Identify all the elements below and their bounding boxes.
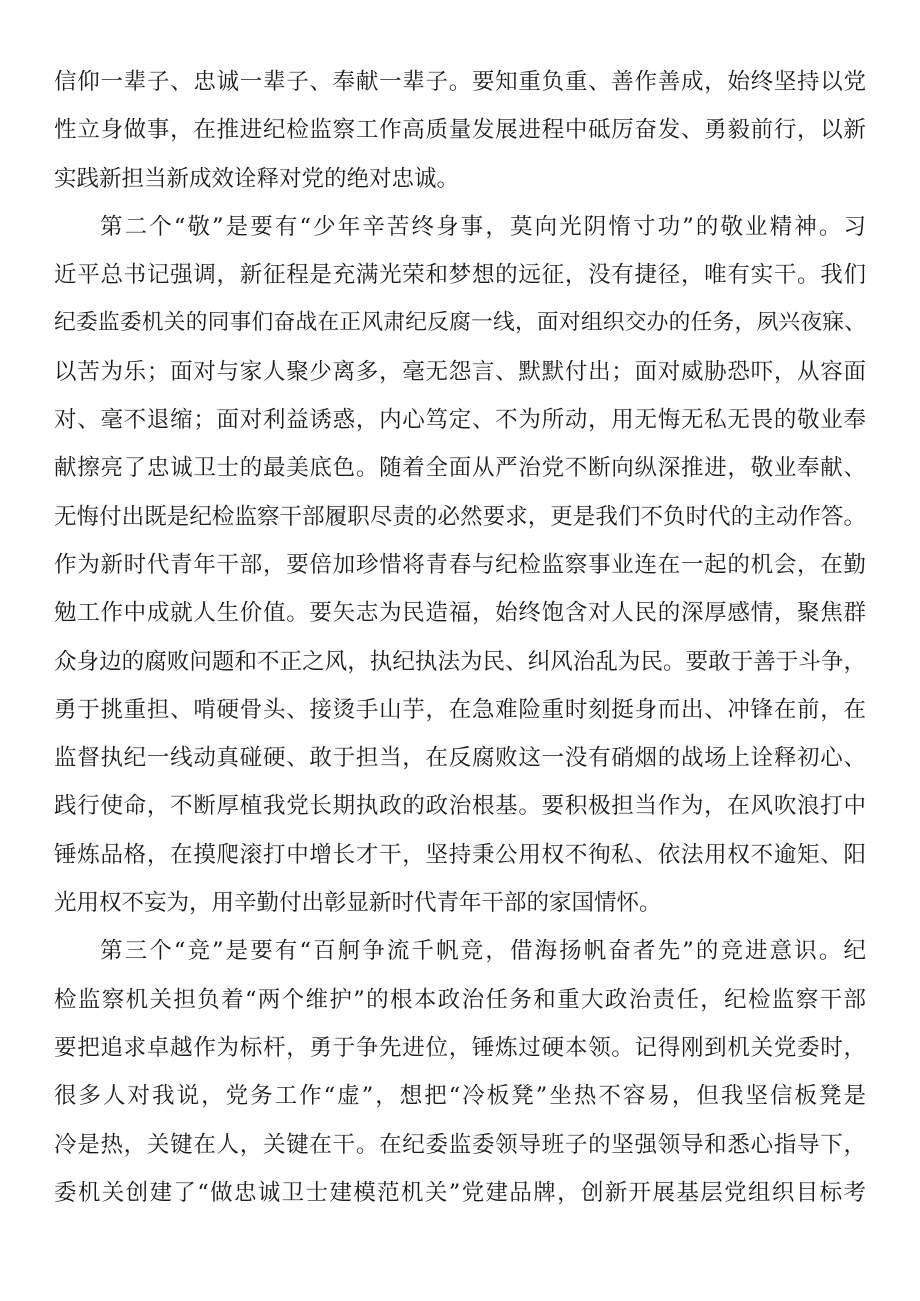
text-line: 要把追求卓越作为标杆，勇于争先进位，锤炼过硬本领。记得刚到机关党委时， xyxy=(54,1034,866,1061)
text-line: 近平总书记强调，新征程是充满光荣和梦想的远征，没有捷径，唯有实干。我们 xyxy=(54,262,866,289)
paragraph-first-line: 第三个“竞”是要有“百舸争流千帆竞，借海扬帆奋者先”的竞进意识。纪 xyxy=(100,938,866,965)
text-line: 监督执纪一线动真碰硬、敢于担当，在反腐败这一没有硝烟的战场上诠释初心、 xyxy=(54,745,866,772)
text-line: 以苦为乐；面对与家人聚少离多，毫无怨言、默默付出；面对威胁恐吓，从容面 xyxy=(54,358,866,385)
text-line: 对、毫不退缩；面对利益诱惑，内心笃定、不为所动，用无悔无私无畏的敬业奉 xyxy=(54,407,866,434)
text-line: 性立身做事，在推进纪检监察工作高质量发展进程中砥厉奋发、勇毅前行，以新 xyxy=(54,117,866,144)
text-line: 实践新担当新成效诠释对党的绝对忠诚。 xyxy=(54,165,460,192)
text-line: 很多人对我说，党务工作“虚”，想把“冷板凳”坐热不容易，但我坚信板凳是 xyxy=(54,1083,866,1110)
text-line: 检监察机关担负着“两个维护”的根本政治任务和重大政治责任，纪检监察干部 xyxy=(54,986,866,1013)
text-line: 作为新时代青年干部，要倍加珍惜将青春与纪检监察事业连在一起的机会，在勤 xyxy=(54,551,866,578)
text-line: 无悔付出既是纪检监察干部履职尽责的必然要求，更是我们不负时代的主动作答。 xyxy=(54,503,866,530)
text-line: 冷是热，关键在人，关键在干。在纪委监委领导班子的坚强领导和悉心指导下， xyxy=(54,1131,866,1158)
text-line: 信仰一辈子、忠诚一辈子、奉献一辈子。要知重负重、善作善成，始终坚持以党 xyxy=(54,69,866,95)
text-line: 勇于挑重担、啃硬骨头、接烫手山芋，在急难险重时刻挺身而出、冲锋在前，在 xyxy=(54,696,866,723)
text-line: 光用权不妄为，用辛勤付出彰显新时代青年干部的家国情怀。 xyxy=(54,890,662,917)
text-line: 勉工作中成就人生价值。要矢志为民造福，始终饱含对人民的深厚感情，聚焦群 xyxy=(54,600,866,627)
document-body xyxy=(54,58,866,1217)
text-line: 践行使命，不断厚植我党长期执政的政治根基。要积极担当作为，在风吹浪打中 xyxy=(54,793,866,820)
text-line: 献擦亮了忠诚卫士的最美底色。随着全面从严治党不断向纵深推进，敬业奉献、 xyxy=(54,455,866,482)
text-line: 众身边的腐败问题和不正之风，执纪执法为民、纠风治乱为民。要敢于善于斗争， xyxy=(54,648,866,675)
text-line: 锤炼品格，在摸爬滚打中增长才干，坚持秉公用权不徇私、依法用权不逾矩、阳 xyxy=(54,841,866,868)
paragraph-first-line: 第二个“敬”是要有“少年辛苦终身事，莫向光阴惰寸功”的敬业精神。习 xyxy=(100,213,866,240)
text-line: 委机关创建了“做忠诚卫士建模范机关”党建品牌，创新开展基层党组织目标考 xyxy=(54,1179,866,1206)
text-line: 纪委监委机关的同事们奋战在正风肃纪反腐一线，面对组织交办的任务，夙兴夜寐、 xyxy=(54,310,866,336)
